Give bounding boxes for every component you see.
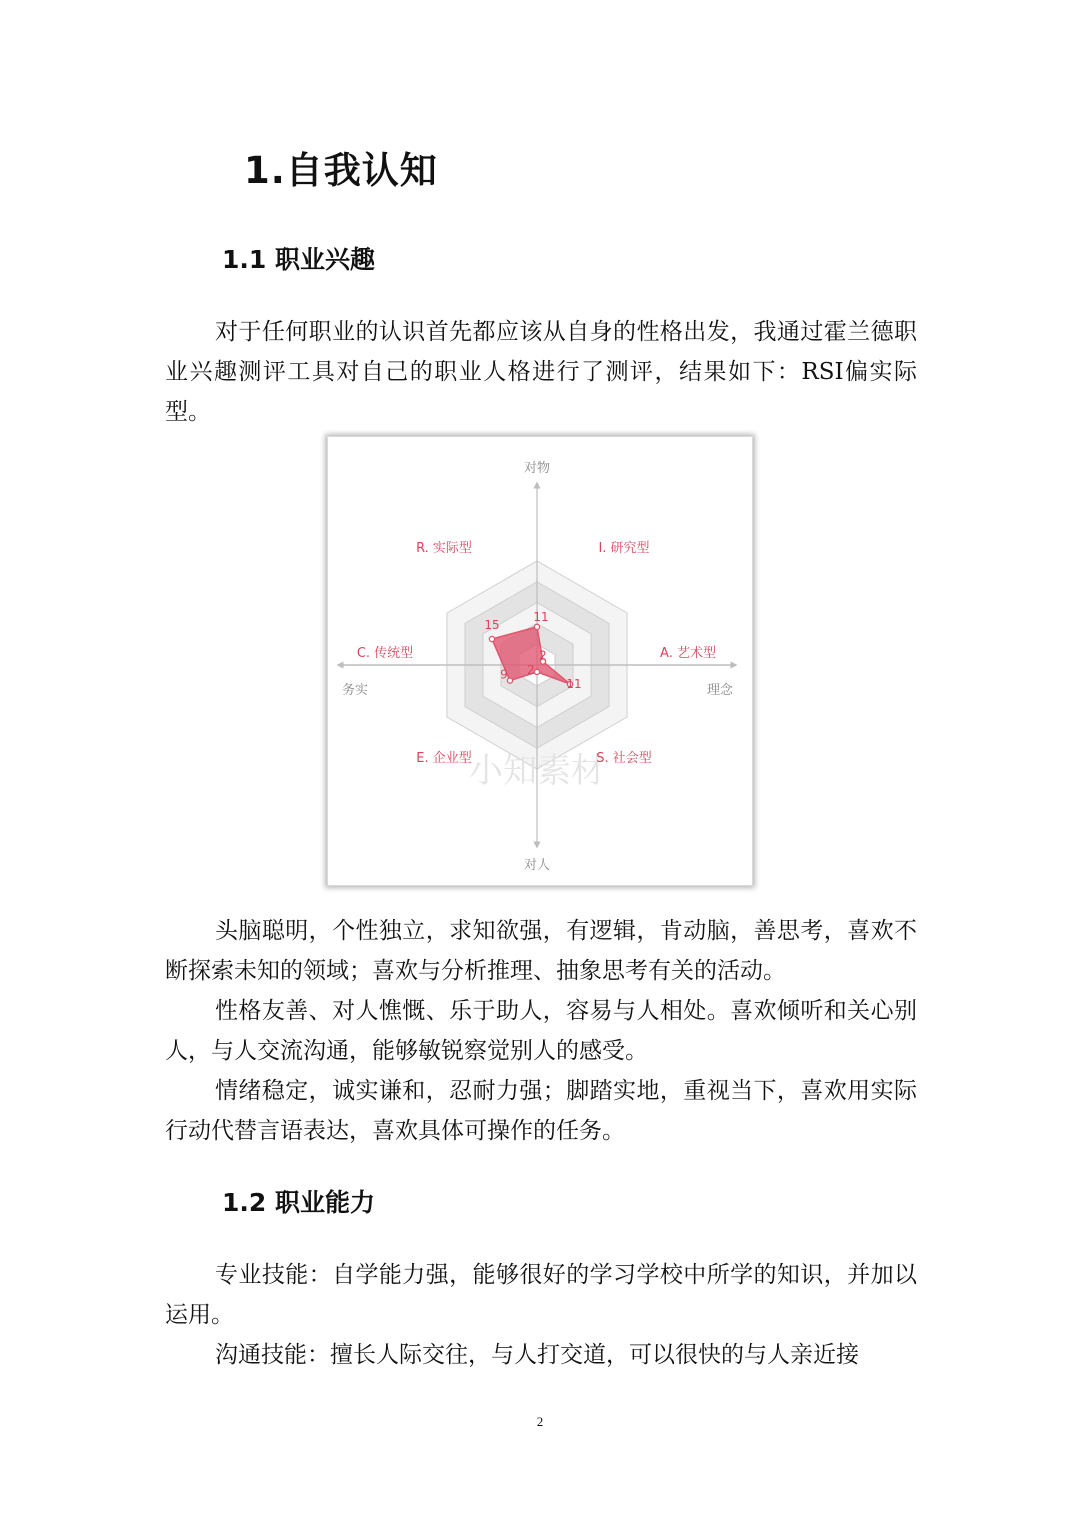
data-point-4 [534,669,539,674]
page-number: 2 [536,1414,544,1429]
axis-label-right: 理念 [706,683,734,698]
axis-label-left: 务实 [341,683,369,698]
axis-label-bottom: 对人 [523,858,551,873]
category-label-4: E. 企业型 [416,751,472,766]
section-title-interest: 1.1 职业兴趣 [222,245,375,274]
trait-paragraph-3: 情绪稳定，诚实谦和，忍耐力强；脚踏实地，重视当下，喜欢用实际行动代替言语表达，喜欢具体可操作的任务。 [165,1078,917,1144]
data-point-0 [489,636,494,641]
ability-paragraph-2: 沟通技能：擅长人际交往，与人打交道，可以很快的与人亲近接 [215,1342,859,1368]
radar-svg [328,437,752,885]
section-title-ability: 1.2 职业能力 [222,1188,375,1217]
data-label-0: 15 [484,618,500,632]
category-label-2: A. 艺术型 [660,646,716,661]
trait-paragraph-1: 头脑聪明，个性独立，求知欲强，有逻辑，肯动脑，善思考，喜欢不断探索未知的领域；喜欢与分析推理、抽象思考有关的活动。 [165,918,917,984]
data-label-5: 9 [500,667,508,682]
category-label-3: S. 社会型 [596,751,652,766]
category-label-5: C. 传统型 [356,646,414,661]
ability-paragraph-1: 专业技能：自学能力强，能够很好的学习学校中所学的知识，并加以运用。 [165,1262,917,1328]
data-label-4: 2 [527,662,535,677]
data-point-1 [534,624,539,629]
category-label-1: I. 研究型 [598,541,650,556]
intro-paragraph: 对于任何职业的认识首先都应该从自身的性格出发，我通过霍兰德职业兴趣测评工具对自己的职业人格进行了测评，结果如下：RSI偏实际型。 [165,319,917,425]
category-label-0: R. 实际型 [416,541,472,556]
data-label-2: 2 [539,648,547,663]
axis-label-top: 对物 [523,461,551,476]
watermark: 小知素材 [469,751,605,791]
data-label-3: 11 [566,677,582,692]
trait-paragraph-2: 性格友善、对人憔慨、乐于助人，容易与人相处。喜欢倾听和关心别人，与人交流沟通，能够敏锐察觉别人的感受。 [165,998,917,1064]
data-label-1: 11 [533,609,549,624]
data-point-5 [507,678,512,683]
holland-radar-chart [327,436,753,886]
page-heading: 1.自我认知 [244,149,438,192]
